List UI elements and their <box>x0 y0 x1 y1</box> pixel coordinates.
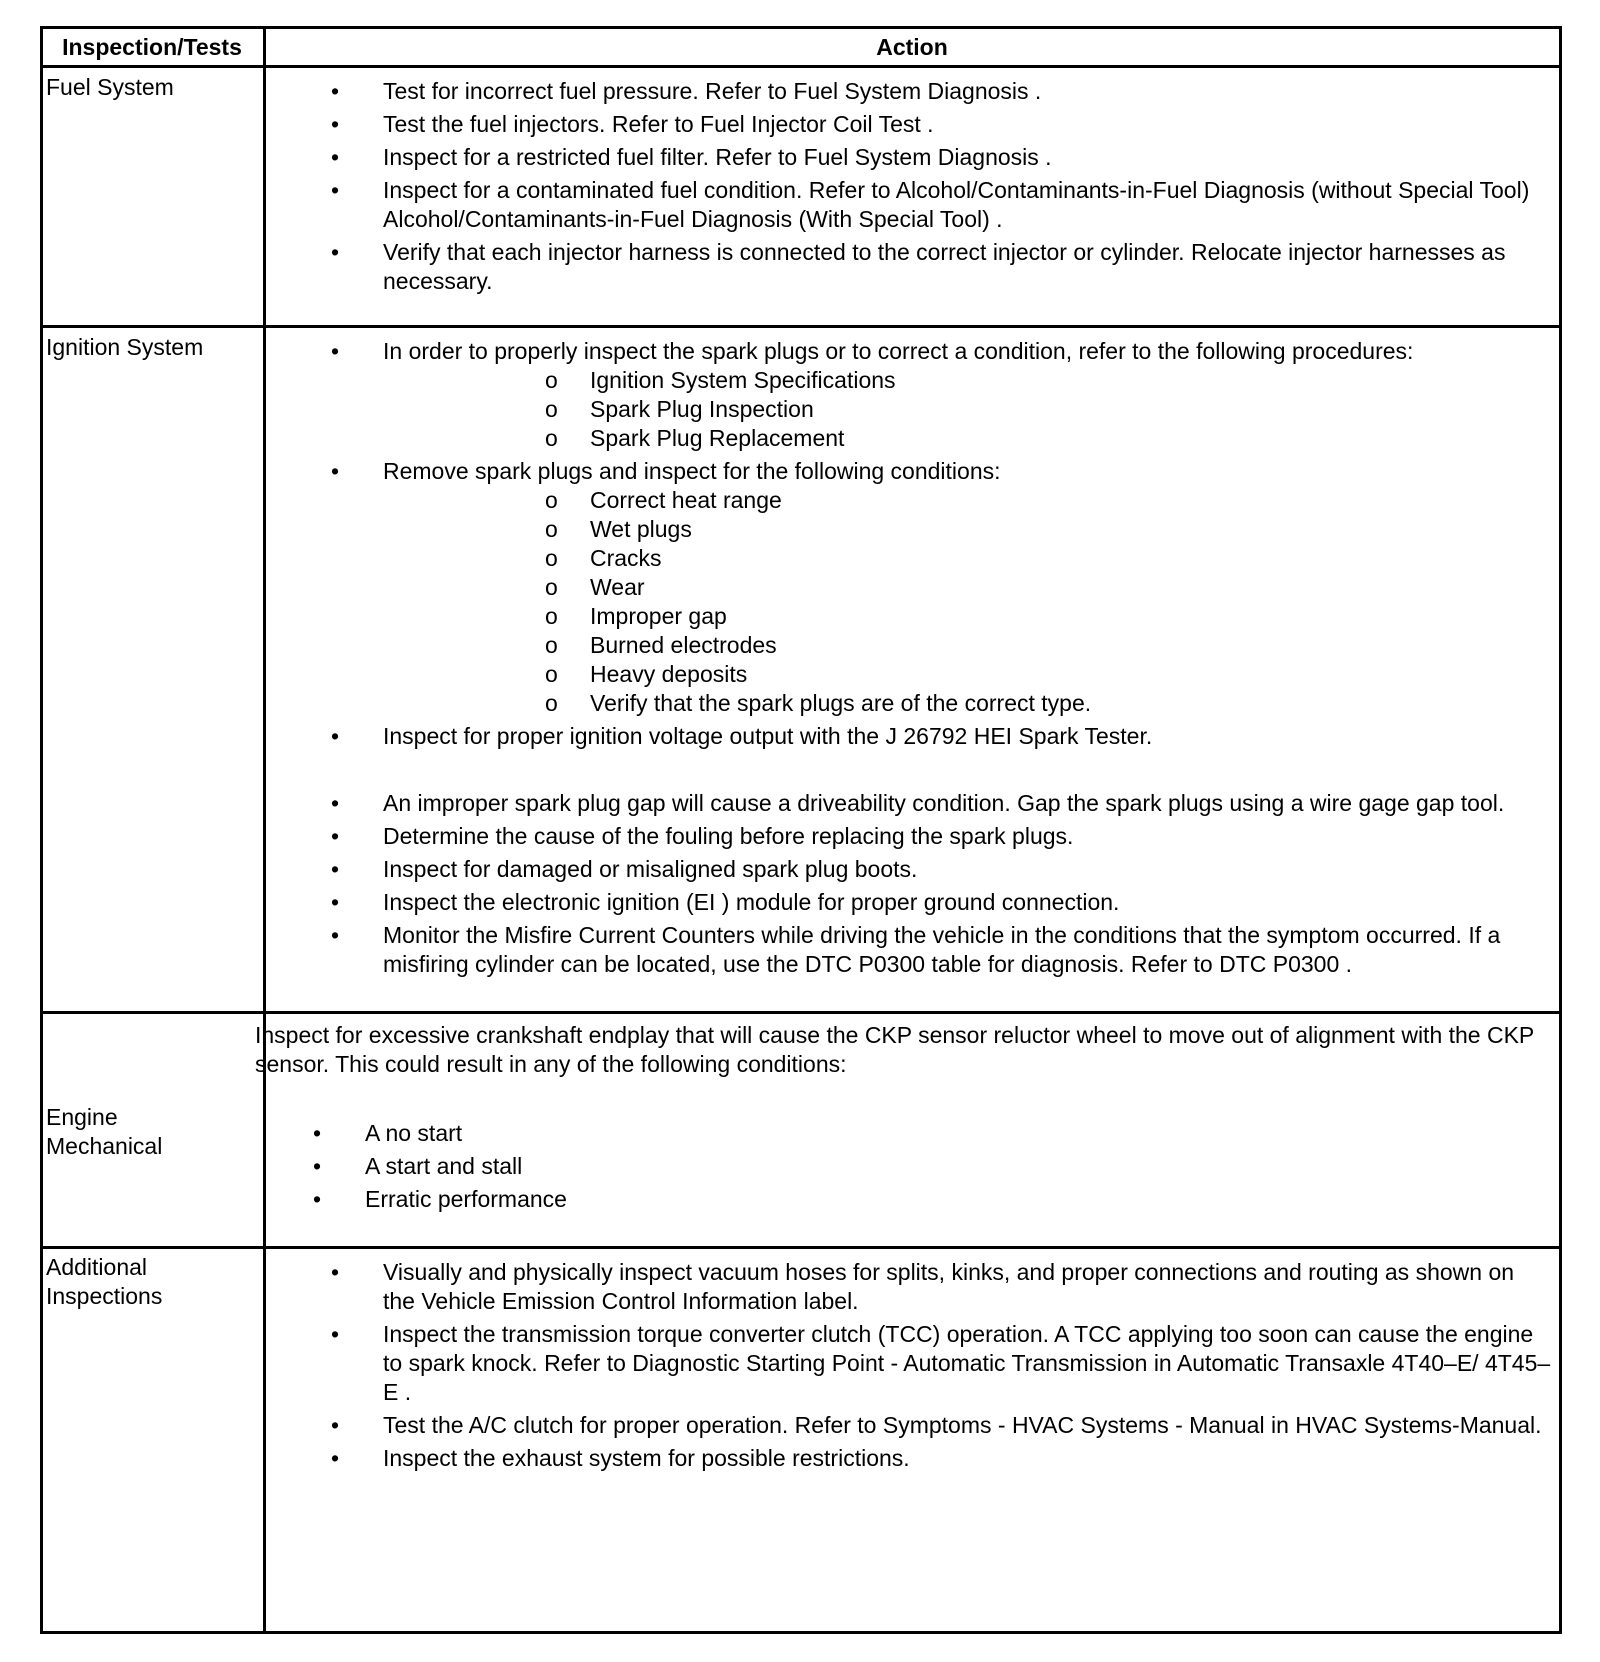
sub-list-item <box>383 689 1551 718</box>
sub-item-text: Spark Plug Inspection <box>590 396 814 422</box>
item-text: Inspect the exhaust system for possible restrictions. <box>383 1445 910 1471</box>
bullet-icon: • <box>331 111 340 137</box>
sub-list-item <box>383 544 1551 573</box>
bullet-icon: • <box>331 922 340 948</box>
bullet-icon: • <box>331 458 340 484</box>
sub-list-item <box>383 602 1551 631</box>
fuel-actions <box>271 77 1551 300</box>
item-text: Monitor the Misfire Current Counters while driving the vehicle in the conditions that the symptom occurred. If a misfiring cylinder can be located, use the DTC P0300 table for diagnosis. Refer to DTC P0300 . <box>383 922 1501 977</box>
sub-bullet-icon: o <box>545 487 558 513</box>
bullet-icon: • <box>331 1412 340 1438</box>
sub-bullet-icon: o <box>545 632 558 658</box>
item-text: Inspect for damaged or misaligned spark plug boots. <box>383 856 918 882</box>
bullet-icon: • <box>331 78 340 104</box>
sub-item-text: Spark Plug Replacement <box>590 425 845 451</box>
sub-list-item <box>383 631 1551 660</box>
sub-list-item <box>383 486 1551 515</box>
bullet-icon: • <box>313 1153 322 1179</box>
sub-item-text: Burned electrodes <box>590 632 777 658</box>
item-text: Inspect for proper ignition voltage output with the J 26792 HEI Spark Tester. <box>383 723 1153 749</box>
sub-list-item <box>383 424 1551 453</box>
sub-bullet-icon: o <box>545 516 558 542</box>
sub-item-text: Heavy deposits <box>590 661 748 687</box>
row-label-fuel: Fuel System <box>46 74 174 100</box>
list-item <box>271 789 1551 818</box>
sub-bullet-icon: o <box>545 661 558 687</box>
row-divider <box>43 1011 1559 1014</box>
sub-item-text: Cracks <box>590 545 662 571</box>
bullet-icon: • <box>331 856 340 882</box>
sub-bullet-icon: o <box>545 545 558 571</box>
list-item <box>271 1444 1551 1473</box>
item-text: Test the fuel injectors. Refer to Fuel Injector Coil Test . <box>383 111 934 137</box>
item-text: Verify that each injector harness is connected to the correct injector or cylinder. Relocate injector harnesses as necessary. <box>383 239 1506 294</box>
sub-list-item <box>383 515 1551 544</box>
list-item <box>253 1185 1551 1214</box>
item-text: A start and stall <box>365 1153 523 1179</box>
bullet-icon: • <box>331 239 340 265</box>
sub-list-item <box>383 660 1551 689</box>
bullet-icon: • <box>331 790 340 816</box>
bullet-icon: • <box>331 823 340 849</box>
bullet-icon: • <box>331 1445 340 1471</box>
list-item <box>271 457 1551 718</box>
sub-item-text: Ignition System Specifications <box>590 367 896 393</box>
row-divider <box>43 325 1559 328</box>
item-text: An improper spark plug gap will cause a driveability condition. Gap the spark plugs using a wire gage gap tool. <box>383 790 1505 816</box>
item-text: Test for incorrect fuel pressure. Refer to Fuel System Diagnosis . <box>383 78 1042 104</box>
sub-bullet-icon: o <box>545 603 558 629</box>
list-item <box>271 77 1551 106</box>
sub-item-text: Correct heat range <box>590 487 782 513</box>
list-item <box>271 143 1551 172</box>
item-text: Visually and physically inspect vacuum hoses for splits, kinks, and proper connections and routing as shown on the Vehicle Emission Control Information label. <box>383 1259 1515 1314</box>
engine-intro: Inspect for excessive crankshaft endplay that will cause the CKP sensor reluctor wheel to move out of alignment with the CKP sensor. This could result in any of the following conditions: <box>255 1022 1534 1077</box>
item-text: Inspect the electronic ignition (EI ) module for proper ground connection. <box>383 889 1120 915</box>
bullet-icon: • <box>331 144 340 170</box>
item-text: In order to properly inspect the spark plugs or to correct a condition, refer to the following procedures: <box>383 338 1414 364</box>
bullet-icon: • <box>331 723 340 749</box>
list-item <box>271 921 1551 979</box>
header-inspection: Inspection/Tests <box>62 34 242 60</box>
sub-bullet-icon: o <box>545 367 558 393</box>
item-text: Remove spark plugs and inspect for the following conditions: <box>383 458 1001 484</box>
sub-list-item <box>383 366 1551 395</box>
item-text: Test the A/C clutch for proper operation. Refer to Symptoms - HVAC Systems - Manual in HVAC Systems-Manual. <box>383 1412 1542 1438</box>
list-item <box>271 1411 1551 1440</box>
item-text: Erratic performance <box>365 1186 567 1212</box>
ignition-actions <box>271 337 1551 983</box>
bullet-icon: • <box>331 338 340 364</box>
list-item <box>271 337 1551 453</box>
sub-list-item <box>383 395 1551 424</box>
item-text: Inspect the transmission torque converter clutch (TCC) operation. A TCC applying too soon can cause the engine to spark knock. Refer to Diagnostic Starting Point - Automatic Transmission in Automatic Transaxle 4T40–E/ 4T45–E . <box>383 1321 1551 1405</box>
list-item <box>271 722 1551 751</box>
bullet-icon: • <box>313 1186 322 1212</box>
list-item <box>271 110 1551 139</box>
sub-item-text: Verify that the spark plugs are of the correct type. <box>590 690 1092 716</box>
sub-bullet-icon: o <box>545 574 558 600</box>
bullet-icon: • <box>331 1259 340 1285</box>
bullet-icon: • <box>331 177 340 203</box>
column-divider <box>263 29 266 1631</box>
sub-bullet-icon: o <box>545 396 558 422</box>
item-text: Inspect for a restricted fuel filter. Refer to Fuel System Diagnosis . <box>383 144 1052 170</box>
list-item <box>271 855 1551 884</box>
list-item <box>271 238 1551 296</box>
list-item <box>253 1119 1551 1148</box>
bullet-icon: • <box>313 1120 322 1146</box>
list-item <box>271 1258 1551 1316</box>
item-text: A no start <box>365 1120 463 1146</box>
sub-list-item <box>383 573 1551 602</box>
row-label-ignition: Ignition System <box>46 334 204 360</box>
row-divider <box>43 1246 1559 1249</box>
additional-actions <box>271 1258 1551 1477</box>
bullet-icon: • <box>331 1321 340 1347</box>
sub-bullet-icon: o <box>545 690 558 716</box>
header-action: Action <box>876 34 948 60</box>
list-item <box>271 822 1551 851</box>
sub-item-text: Wear <box>590 574 645 600</box>
list-item <box>271 888 1551 917</box>
item-text: Determine the cause of the fouling before replacing the spark plugs. <box>383 823 1074 849</box>
list-item <box>253 1152 1551 1181</box>
list-item <box>271 176 1551 234</box>
inspection-table <box>40 26 1562 1634</box>
item-text: Inspect for a contaminated fuel condition. Refer to Alcohol/Contaminants-in-Fuel Diagnosis (without Special Tool) Alcohol/Contaminants-in-Fuel Diagnosis (With Special Tool) . <box>383 177 1530 232</box>
row-label-additional: Additional Inspections <box>46 1254 163 1309</box>
bullet-icon: • <box>331 889 340 915</box>
row-label-engine: Engine Mechanical <box>46 1104 163 1159</box>
sub-bullet-icon: o <box>545 425 558 451</box>
sub-item-text: Wet plugs <box>590 516 692 542</box>
engine-actions <box>255 1021 1551 1218</box>
sub-item-text: Improper gap <box>590 603 727 629</box>
list-item <box>271 1320 1551 1407</box>
